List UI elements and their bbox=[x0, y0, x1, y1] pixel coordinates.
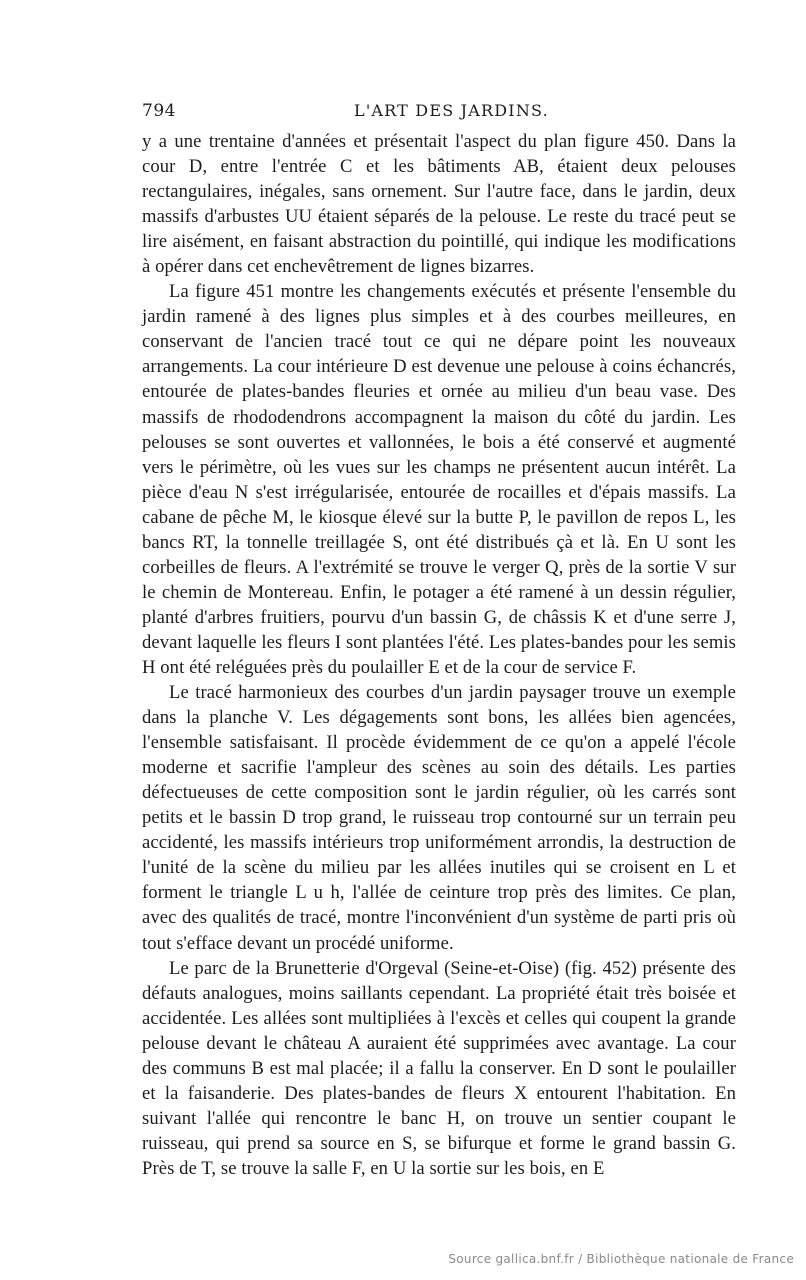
paragraph-planche-v: Le tracé harmonieux des courbes d'un jardin paysager trouve un exemple dans la planche V. Les dégagements sont bons, les allées bien agencées, l'ensemble satisfaisant. Il procède évidemment de ce qu'on a appelé l'école moderne et sacrifie l'ampleur des scènes au soin des détails. Les parties défectueuses de cette composition sont le jardin régulier, où les carrés sont petits et le bassin D trop grand, le ruisseau trop contourné sur un terrain peu accidenté, les massifs intérieurs trop uniformément arrondis, la destruction de l'unité de la scène du milieu par les allées inutiles qui se croisent en L et forment le triangle L u h, l'allée de ceinture trop près des limites. Ce plan, avec des qualités de tracé, montre l'inconvénient d'un système de parti pris où tout s'efface devant un procédé uniforme. bbox=[142, 682, 736, 954]
paragraph-brunetterie: Le parc de la Brunetterie d'Orgeval (Seine-et-Oise) (fig. 452) présente des défauts analogues, moins saillants cependant. La propriété était très boisée et accidentée. Les allées sont multipliées à l'excès et celles qui coupent la grande pelouse devant le château A auraient été supprimées avec avantage. La cour des communs B est mal placée; il a fallu la conserver. En D sont le poulailler et la faisanderie. Des plates-bandes de fleurs X entourent l'habitation. En suivant l'allée qui rencontre le banc H, on trouve un sentier coupant le ruisseau, qui prend sa source en S, se bifurque et forme le grand bassin G. Près de T, se trouve la salle F, en U la sortie sur les bois, en E bbox=[142, 957, 736, 1179]
page-header bbox=[142, 101, 736, 127]
running-title: L'ART DES JARDINS. bbox=[354, 101, 549, 120]
body-text bbox=[142, 129, 736, 1181]
page-number: 794 bbox=[142, 101, 176, 121]
paragraph-continuation: y a une trentaine d'années et présentait l'aspect du plan figure 450. Dans la cour D, entre l'entrée C et les bâtiments AB, étaient deux pelouses rectangulaires, inégales, sans ornement. Sur l'autre face, dans le jardin, deux massifs d'arbustes UU étaient séparés de la pelouse. Le reste du tracé peut se lire aisément, en faisant abstraction du pointillé, qui indique les modifications à opérer dans cet enchevêtrement de lignes bizarres. bbox=[142, 131, 736, 278]
paragraph-figure-451: La figure 451 montre les changements exécutés et présente l'ensemble du jardin ramené à des lignes plus simples et à des courbes meilleures, en conservant de l'ancien tracé tout ce qui ne dépare point les nouveaux arrangements. La cour intérieure D est devenue une pelouse à coins échancrés, entourée de plates-bandes fleuries et ornée au milieu d'un beau vase. Des massifs de rhododendrons accompagnent la maison du côté du jardin. Les pelouses se sont ouvertes et vallonnées, le bois a été conservé et augmenté vers le périmètre, où les vues sur les champs ne présentent aucun intérêt. La pièce d'eau N s'est irrégularisée, entourée de rocailles et d'épais massifs. La cabane de pêche M, le kiosque élevé sur la butte P, le pavillon de repos L, les bancs RT, la tonnelle treillagée S, ont été distribués çà et là. En U sont les corbeilles de fleurs. A l'extrémité se trouve le verger Q, près de la sortie V sur le chemin de Montereau. Enfin, le potager a été ramené à un dessin régulier, planté d'arbres fruitiers, pourvu d'un bassin G, de châssis K et d'une serre J, devant laquelle les fleurs I sont plantées l'été. Les plates-bandes pour les semis H ont été reléguées près du poulailler E et de la cour de service F. bbox=[142, 281, 736, 678]
source-credit: Source gallica.bnf.fr / Bibliothèque nationale de France bbox=[448, 1252, 794, 1266]
